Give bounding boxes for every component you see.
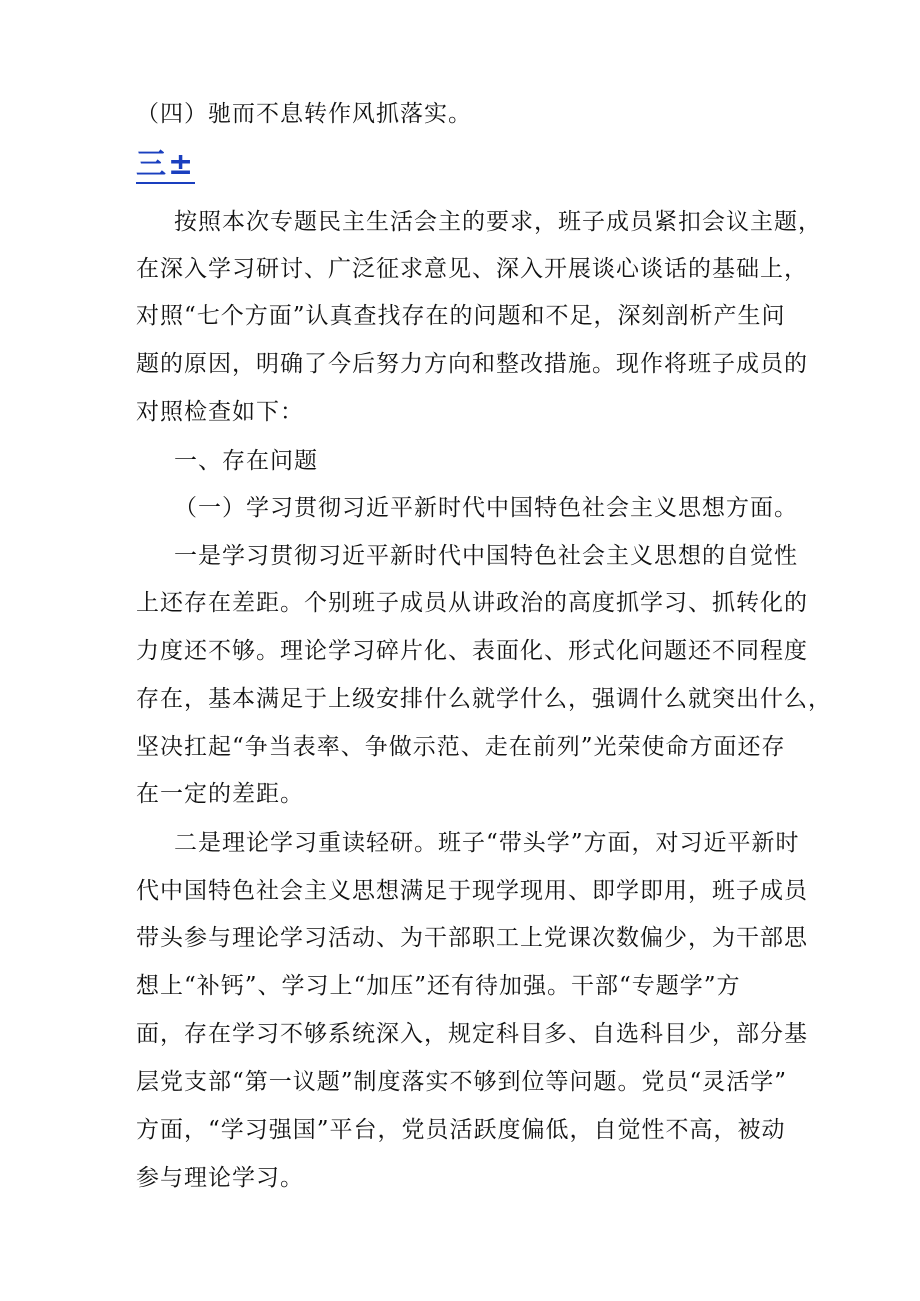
para1-line-4: 存在，基本满足于上级安排什么就学什么，强调什么就突出什么， [136, 686, 832, 712]
section-three-link[interactable]: 三± [136, 147, 196, 182]
intro-line-1: 按照本次专题民主生活会主的要求，班子成员紧扣会议主题， [174, 209, 822, 235]
intro-line-2: 在深入学习研讨、广泛征求意见、深入开展谈心谈话的基础上， [136, 256, 808, 282]
para2-line-1: 二是理论学习重读轻研。班子“带头学”方面，对习近平新时 [174, 830, 800, 856]
intro-line-3: 对照“七个方面”认真查找存在的问题和不足，深刻剖析产生问 [136, 303, 786, 329]
para2-line-2: 代中国特色社会主义思想满足于现学现用、即学即用，班子成员 [136, 878, 808, 904]
para1-line-1: 一是学习贯彻习近平新时代中国特色社会主义思想的自觉性 [174, 543, 798, 569]
para1-line-5: 坚决扛起“争当表率、争做示范、走在前列”光荣使命方面还存 [136, 734, 786, 760]
para1-line-2: 上还存在差距。个别班子成员从讲政治的高度抓学习、抓转化的 [136, 590, 808, 616]
para1-line-6: 在一定的差距。 [136, 781, 304, 807]
para2-line-4: 想上“补钙”、学习上“加压”还有待加强。干部“专题学”方 [136, 973, 741, 999]
para1-line-3: 力度还不够。理论学习碎片化、表面化、形式化问题还不同程度 [136, 638, 808, 664]
item-four-heading: （四）驰而不息转作风抓落实。 [136, 101, 472, 127]
para2-line-3: 带头参与理论学习活动、为干部职工上党课次数偏少，为干部思 [136, 925, 808, 951]
para2-line-6: 层党支部“第一议题”制度落实不够到位等问题。党员“灵活学” [136, 1069, 788, 1095]
para2-line-7: 方面，“学习强国”平台，党员活跃度偏低，自觉性不高，被动 [136, 1117, 786, 1143]
intro-line-4: 题的原因，明确了今后努力方向和整改措施。现作将班子成员的 [136, 351, 808, 377]
intro-line-5: 对照检查如下： [136, 399, 304, 425]
subsection-one-heading: （一）学习贯彻习近平新时代中国特色社会主义思想方面。 [174, 495, 798, 521]
para2-line-5: 面，存在学习不够系统深入，规定科目多、自选科目少，部分基 [136, 1021, 808, 1047]
para2-line-8: 参与理论学习。 [136, 1165, 304, 1191]
section-one-heading: 一、存在问题 [174, 448, 318, 474]
